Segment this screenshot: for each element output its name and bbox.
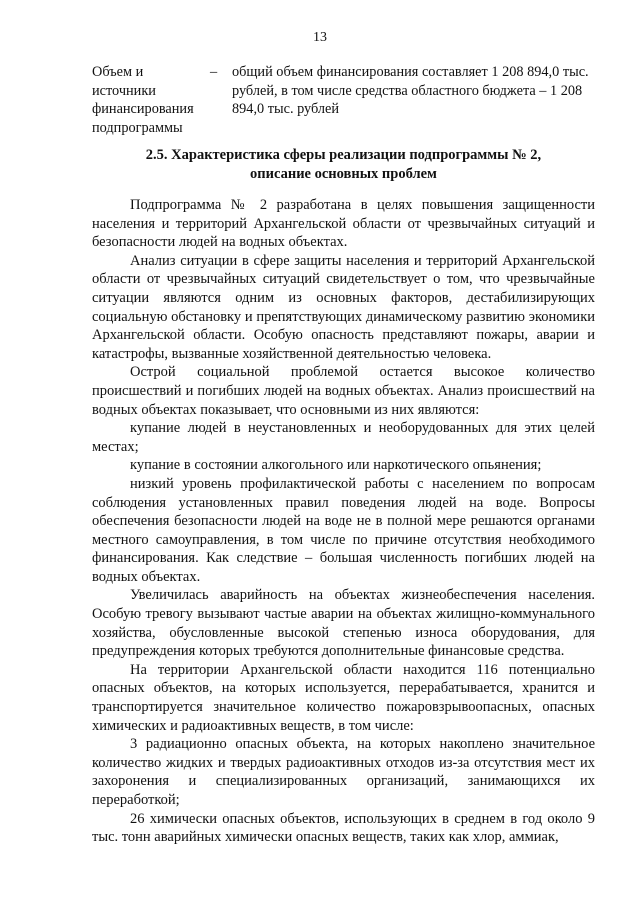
- paragraph: На территории Архангельской области находится 116 потенциально опасных объектов, на которых используется, перерабатывается, хранится и транспортируется значительное количество пожаровзрывоопасных, опасных химических и радиоактивных веществ, в том числе:: [92, 661, 595, 734]
- funding-dash: –: [210, 64, 218, 80]
- body-text: [92, 196, 595, 847]
- paragraph: Подпрограмма № 2 разработана в целях повышения защищенности населения и территорий Архангельской области от чрезвычайных ситуаций и безопасности людей на водных объектах.: [92, 197, 595, 251]
- paragraph: Анализ ситуации в сфере защиты населения и территорий Архангельской области от чрезвычайных ситуаций свидетельствует о том, что чрезвычайные ситуации являются одним из основных факторов, дестабилизирующих социальную обстановку и препятствующих динамическому развитию экономики Архангельской области. Особую опасность представляют пожары, аварии и катастрофы, вызванные хозяйственной деятельностью человека.: [92, 252, 595, 362]
- funding-value: общий объем финансирования составляет 1 208 894,0 тыс. рублей, в том числе средства областного бюджета – 1 208 894,0 тыс. рублей: [232, 64, 589, 117]
- list-item: 26 химически опасных объектов, использующих в среднем в год около 9 тыс. тонн аварийных химически опасных веществ, таких как хлор, аммиак,: [92, 810, 595, 846]
- section-title: [92, 146, 595, 184]
- paragraph: Острой социальной проблемой остается высокое количество происшествий и погибших людей на водных объектах. Анализ происшествий на водных объектах показывает, что основными из них являются:: [92, 364, 595, 418]
- list-item: 3 радиационно опасных объекта, на которых накоплено значительное количество жидких и твердых радиоактивных отходов из-за отсутствия мест их захоронения и специализированных организаций, занимающихся их переработкой;: [92, 736, 595, 808]
- paragraph: Увеличилась аварийность на объектах жизнеобеспечения населения. Особую тревогу вызывают частые аварии на объектах жилищно-коммунального хозяйства, обусловленные высокой степенью износа оборудования, для предупреждения которых требуются дополнительные финансовые средства.: [92, 587, 595, 660]
- list-item: купание людей в неустановленных и необорудованных для этих целей местах;: [92, 420, 595, 455]
- section-title-line-2: описание основных проблем: [250, 166, 437, 182]
- page-number: 13: [313, 30, 327, 45]
- funding-label: Объем и источники финансирования подпрограммы: [92, 64, 194, 136]
- section-title-line-1: 2.5. Характеристика сферы реализации подпрограммы № 2,: [145, 147, 542, 163]
- list-item: купание в состоянии алкогольного или наркотического опьянения;: [130, 457, 542, 474]
- list-item: низкий уровень профилактической работы с населением по вопросам соблюдения установленных правил поведения людей на воде. Вопросы обеспечения безопасности людей на воде не в полной мере решаются органами местного самоуправления, в том числе по причине отсутствия необходимого финансирования. Как следствие – большая численность погибших людей на водных объектах.: [92, 475, 595, 585]
